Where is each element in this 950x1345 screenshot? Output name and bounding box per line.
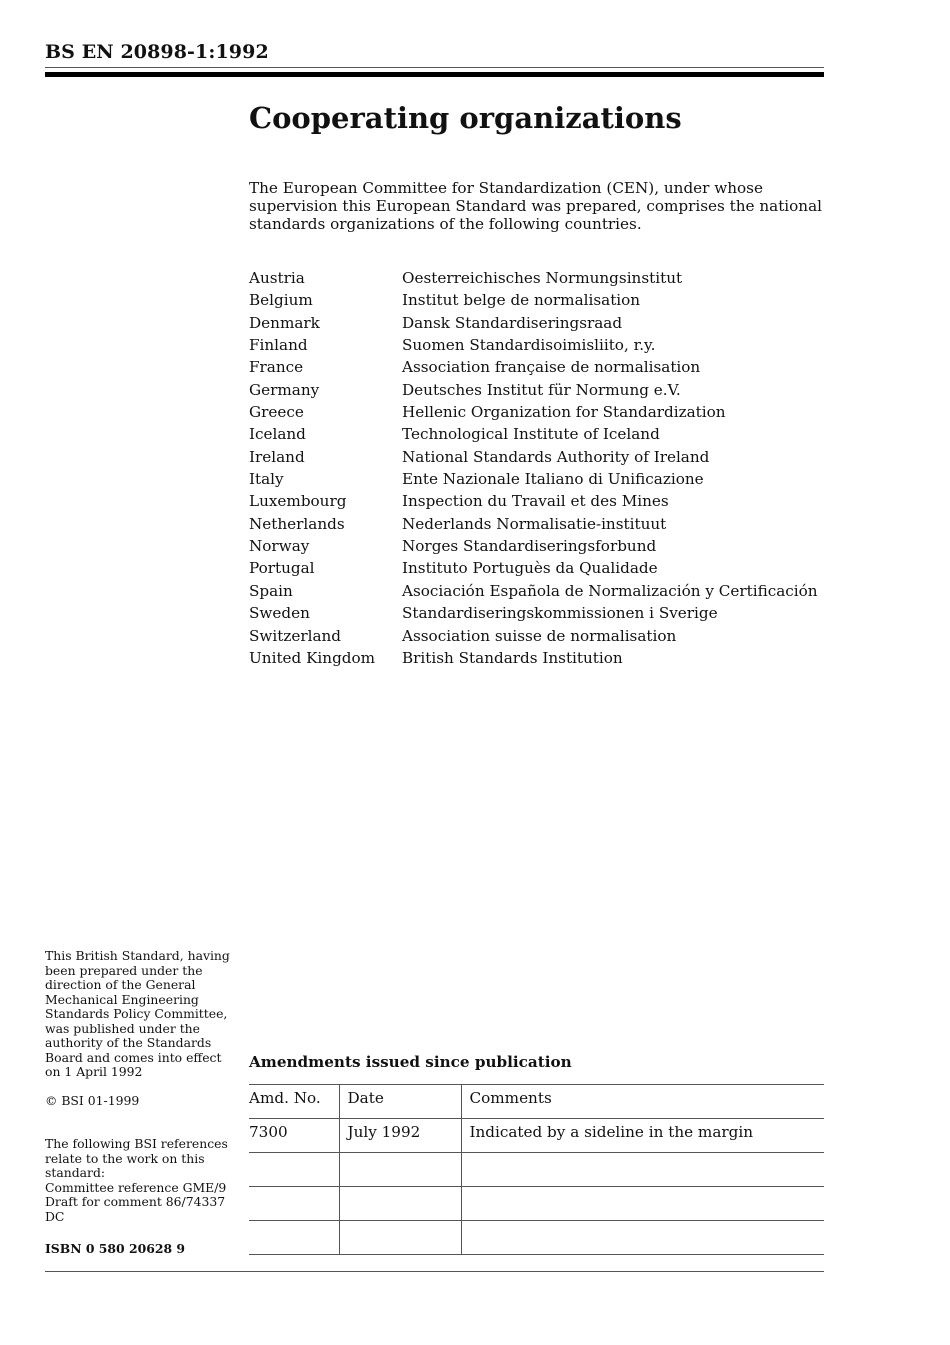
bsi-references [45,1137,240,1224]
organization-name: Suomen Standardisoimisliito, r.y. [402,336,656,355]
country-name: Greece [249,403,304,422]
document-id: BS EN 20898-1:1992 [45,41,269,63]
country-name: Germany [249,380,320,399]
amendments-title: Amendments issued since publication [249,1053,572,1071]
committee-reference: Committee reference GME/9 [45,1179,227,1195]
organization-name: National Standards Authority of Ireland [402,447,710,466]
table-row [249,1187,824,1221]
country-organization-list [249,268,818,670]
comments-cell: Indicated by a sideline in the margin [461,1119,824,1153]
table-row [249,1221,824,1255]
date-cell [339,1187,461,1221]
date-cell [339,1153,461,1187]
amd-no-cell [249,1187,339,1221]
country-name: Spain [249,581,293,600]
country-row [249,626,818,648]
references-intro: The following BSI references relate to the work on this standard: [45,1136,228,1180]
country-name: Italy [249,470,284,489]
amd-no-cell [249,1221,339,1255]
organization-name: Nederlands Normalisatie-instituut [402,514,667,533]
country-row [249,424,818,446]
comments-cell [461,1153,824,1187]
organization-name: Norges Standardiseringsforbund [402,537,657,556]
country-name: Iceland [249,425,306,444]
country-row [249,469,818,491]
table-row [249,1153,824,1187]
header-rule-thick [45,72,824,77]
country-row [249,357,818,379]
country-row [249,536,818,558]
organization-name: Hellenic Organization for Standardization [402,403,726,422]
amendments-header-row [249,1085,824,1119]
country-row [249,514,818,536]
country-row [249,402,818,424]
country-name: Austria [249,269,305,287]
organization-name: Association suisse de normalisation [402,626,677,645]
amd-no-cell: 7300 [249,1119,339,1153]
country-name: Ireland [249,447,305,466]
amendments-table [249,1084,824,1255]
country-name: Belgium [249,291,313,310]
copyright-note: © BSI 01-1999 [45,1093,140,1108]
country-name: Portugal [249,559,315,578]
organization-name: Oesterreichisches Normungsinstitut [402,269,683,287]
header-date: Date [339,1085,461,1119]
amd-no-cell [249,1153,339,1187]
date-cell [339,1221,461,1255]
organization-name: Standardiseringskommissionen i Sverige [402,604,718,623]
comments-cell [461,1187,824,1221]
header-amd-no: Amd. No. [249,1085,339,1119]
country-name: Sweden [249,604,310,623]
country-row [249,380,818,402]
country-name: France [249,358,304,377]
organization-name: Deutsches Institut für Normung e.V. [402,380,681,399]
organization-name: Inspection du Travail et des Mines [402,492,669,511]
country-name: Luxembourg [249,492,347,511]
country-row [249,648,818,670]
country-name: Norway [249,537,310,556]
header-comments: Comments [461,1085,824,1119]
publication-note: This British Standard, having been prepared under the direction of the General Mechanical Engineering Standards Policy Committee, was published under the authority of the Standards Board and comes into effect on 1 April 1992 [45,948,230,1079]
country-row [249,313,818,335]
country-name: Switzerland [249,626,342,645]
organization-name: Dansk Standardiseringsraad [402,313,623,332]
country-row [249,268,818,290]
header-rule-thin [45,67,824,68]
country-name: Finland [249,336,308,355]
organization-name: Instituto Portuguès da Qualidade [402,559,658,578]
country-row [249,558,818,580]
country-row [249,335,818,357]
isbn: ISBN 0 580 20628 9 [45,1241,186,1256]
country-row [249,581,818,603]
intro-paragraph: The European Committee for Standardization (CEN), under whose supervision this European Standard was prepared, comprises the national standards organizations of the following countries. [249,179,823,233]
date-cell: July 1992 [339,1119,461,1153]
table-row [249,1119,824,1153]
country-name: United Kingdom [249,648,376,667]
country-row [249,290,818,312]
organization-name: Association française de normalisation [402,358,701,377]
country-row [249,603,818,625]
organization-name: Institut belge de normalisation [402,291,641,310]
organization-name: Asociación Española de Normalización y Certificación [402,581,818,600]
page-title: Cooperating organizations [249,101,682,135]
organization-name: British Standards Institution [402,648,623,667]
comments-cell [461,1221,824,1255]
country-name: Denmark [249,313,320,332]
organization-name: Ente Nazionale Italiano di Unificazione [402,470,704,489]
draft-reference: Draft for comment 86/74337 DC [45,1194,226,1224]
organization-name: Technological Institute of Iceland [402,425,660,444]
country-name: Netherlands [249,514,345,533]
footer-rule [45,1271,824,1272]
country-row [249,491,818,513]
country-row [249,447,818,469]
